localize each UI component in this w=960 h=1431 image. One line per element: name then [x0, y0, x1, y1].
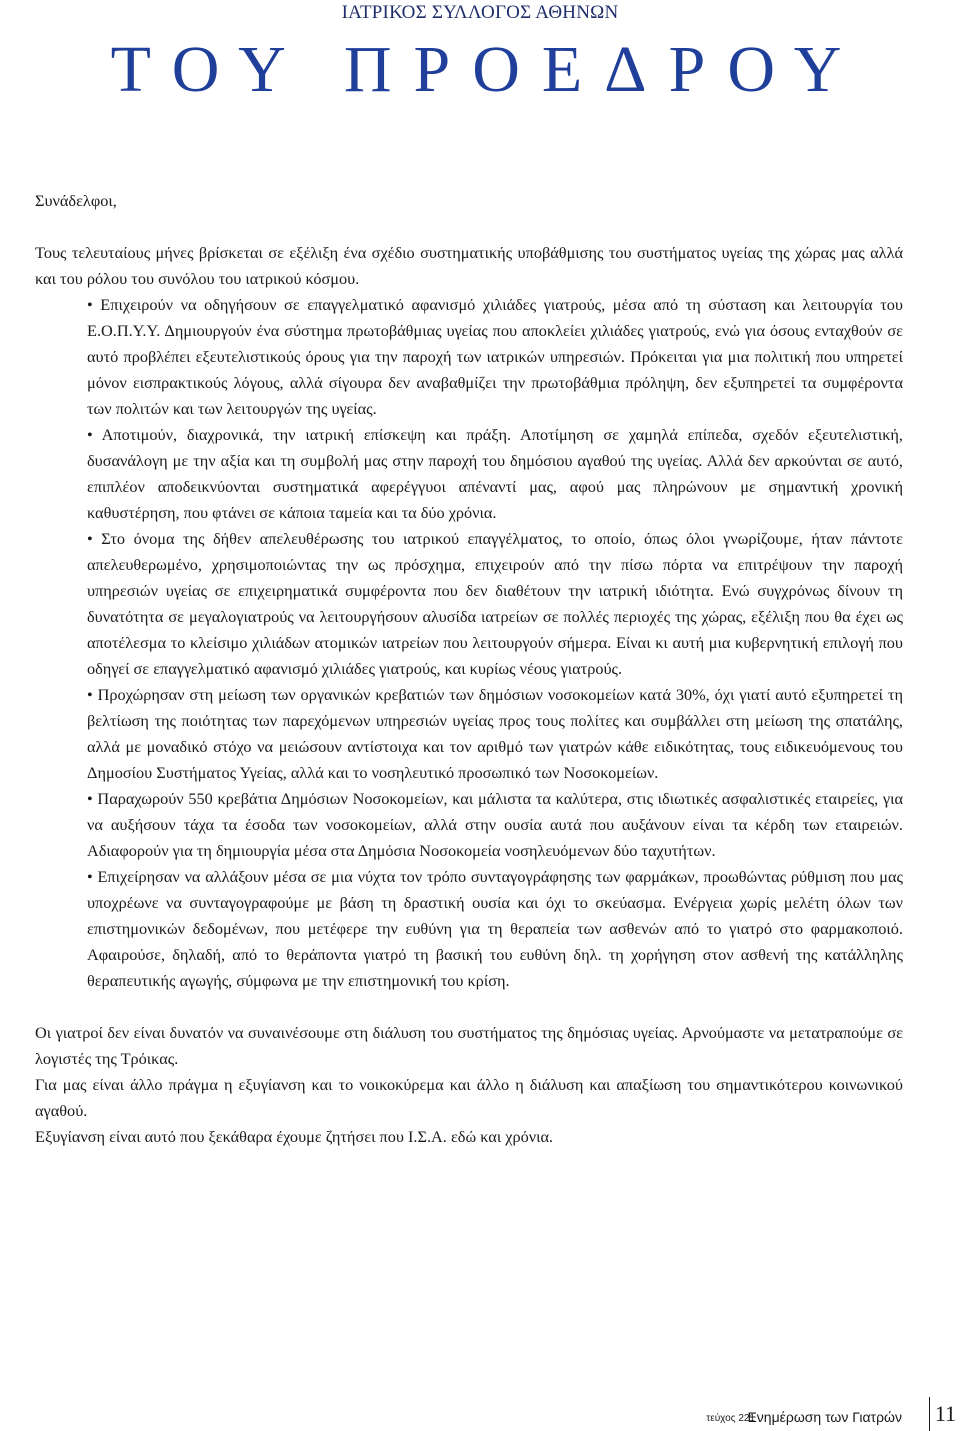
- bullet-item: • Επιχειρούν να οδηγήσουν σε επαγγελματικό αφανισμό χιλιάδες γιατρούς, μέσα από τη σύσταση και λειτουργία του Ε.Ο.Π.Υ.Υ. Δημιουργούν ένα σύστημα πρωτοβάθμιας υγείας που αποκλείει χιλιάδες γιατρούς, ενώ για όσους ενταχθούν σε αυτό προβλέπει εξευτελιστικούς όρους για την παροχή των ιατρικών υπηρεσιών. Πρόκειται για μια πολιτική που υπηρετεί μόνον εισπρακτικούς λόγους, αλλά σίγουρα δεν αναβαθμίζει την πρωτοβάθμια πρόληψη, δεν εξυπηρετεί τα συμφέροντα των πολιτών και των λειτουργών της υγείας.: [87, 295, 903, 418]
- page-title: ΤΟΥ ΠΡΟΕΔΡΟΥ: [110, 33, 864, 106]
- page-footer: [0, 1391, 960, 1431]
- closing-paragraph: Οι γιατροί δεν είναι δυνατόν να συναινέσουμε στη διάλυση του συστήματος της δημόσιας υγείας. Αρνούμαστε να μετατραπούμε σε λογιστές της Τρόικας.: [35, 1023, 903, 1068]
- bullet-item: • Προχώρησαν στη μείωση των οργανικών κρεβατιών των δημόσιων νοσοκομείων κατά 30%, όχι γιατί αυτό εξυπηρετεί τη βελτίωση της ποιότητας των παρεχόμενων υπηρεσιών υγείας προς τους πολίτες και συμβάλλει στη μείωση της σπατάλης, αλλά με μοναδικό στόχο να μειώσουν αντίστοιχα και τον αριθμό των γιατρών κάθε ειδικότητας, τους ειδικευόμενους του Δημοσίου Συστήματος Υγείας, αλλά και το νοσηλευτικό προσωπικό των Νοσοκομείων.: [87, 685, 903, 782]
- closing-paragraph: Εξυγίανση είναι αυτό που ξεκάθαρα έχουμε ζητήσει που Ι.Σ.Α. εδώ και χρόνια.: [35, 1127, 554, 1146]
- issue-number: τεύχος 221: [706, 1413, 755, 1424]
- greeting: Συνάδελφοι,: [35, 191, 117, 210]
- page-number: 11: [934, 1401, 956, 1426]
- footer-divider: [929, 1397, 930, 1431]
- intro-paragraph: Τους τελευταίους μήνες βρίσκεται σε εξέλιξη ένα σχέδιο συστηματικής υποβάθμισης του συστήματος υγείας της χώρας μας αλλά και του ρόλου του συνόλου του ιατρικού κόσμου.: [35, 243, 903, 288]
- closing-paragraph: Για μας είναι άλλο πράγμα η εξυγίανση και το νοικοκύρεμα και άλλο η διάλυση και απαξίωση του σημαντικότερου κοινωνικού αγαθού.: [35, 1075, 903, 1120]
- bullet-item: • Αποτιμούν, διαχρονικά, την ιατρική επίσκεψη και πράξη. Αποτίμηση σε χαμηλά επίπεδα, σχεδόν εξευτελιστική, δυσανάλογη με την αξία και τη συμβολή μας στην παροχή του δημόσιου αγαθού της υγείας. Αλλά δεν αρκούνται σε αυτό, επιπλέον αποδεικνύονται συστηματικά αφερέγγυοι απέναντί μας, αφού μας πληρώνουν με σημαντική χρονική καθυστέρηση, που φτάνει σε κάποια ταμεία και τα δύο χρόνια.: [87, 425, 903, 522]
- bullet-list: [35, 292, 903, 994]
- publication-name: Ενημέρωση των Γιατρών: [747, 1409, 902, 1425]
- article-body: [35, 188, 903, 1150]
- bullet-item: • Επιχείρησαν να αλλάξουν μέσα σε μια νύχτα τον τρόπο συνταγογράφησης των φαρμάκων, προωθώντας ρύθμιση που μας υποχρέωνε να συνταγογραφούμε με βάση τη δραστική ουσία και όχι το σκεύασμα. Ενέργεια χωρίς μελέτη όλων των επιστημονικών δεδομένων, που μετέφερε την ευθύνη για τη θεραπεία των ασθενών από το γιατρό στο φαρμακοποιό. Αφαιρούσε, δηλαδή, από το θεράποντα γιατρό τη βασική του ευθύνη δηλ. τη χορήγηση στον ασθενή της κατάλληλης θεραπευτικής αγωγής, σύμφωνα με την επιστημονική του κρίση.: [87, 867, 903, 990]
- organization-header: ΙΑΤΡΙΚΟΣ ΣΥΛΛΟΓΟΣ ΑΘΗΝΩΝ: [341, 2, 619, 23]
- bullet-item: • Παραχωρούν 550 κρεβάτια Δημόσιων Νοσοκομείων, και μάλιστα τα καλύτερα, στις ιδιωτικές ασφαλιστικές εταιρείες, για να αυξήσουν τάχα τα έσοδα των νοσοκομείων, αλλά στην ουσία αυτά που αυξάνουν είναι τα κέρδη των εταιρειών. Αδιαφορούν για τη δημιουργία μέσα στα Δημόσια Νοσοκομεία νοσηλευόμενων δύο ταχυτήτων.: [87, 789, 903, 860]
- bullet-item: • Στο όνομα της δήθεν απελευθέρωσης του ιατρικού επαγγέλματος, το οποίο, όπως όλοι γνωρίζουμε, ήταν πάντοτε απελευθερωμένο, χρησιμοποιώντας την ως πρόσχημα, επιχειρούν από την πίσω πόρτα να επιτρέψουν την παροχή υπηρεσιών υγείας σε επιχειρηματικά συμφέροντα που δεν διαθέτουν την ιατρική ιδιότητα. Ενώ συγχρόνως δίνουν τη δυνατότητα σε μεγαλογιατρούς να λειτουργήσουν αλυσίδα ιατρείων σε πολλές περιοχές της χώρας, εξέλιξη που θα έχει ως αποτέλεσμα το κλείσιμο χιλιάδων ατομικών ιατρείων που λειτουργούν σήμερα. Είναι κι αυτή μια κυβερνητική επιλογή που οδηγεί σε επαγγελματικό αφανισμό χιλιάδες γιατρούς, και κυρίως νέους γιατρούς.: [87, 529, 903, 678]
